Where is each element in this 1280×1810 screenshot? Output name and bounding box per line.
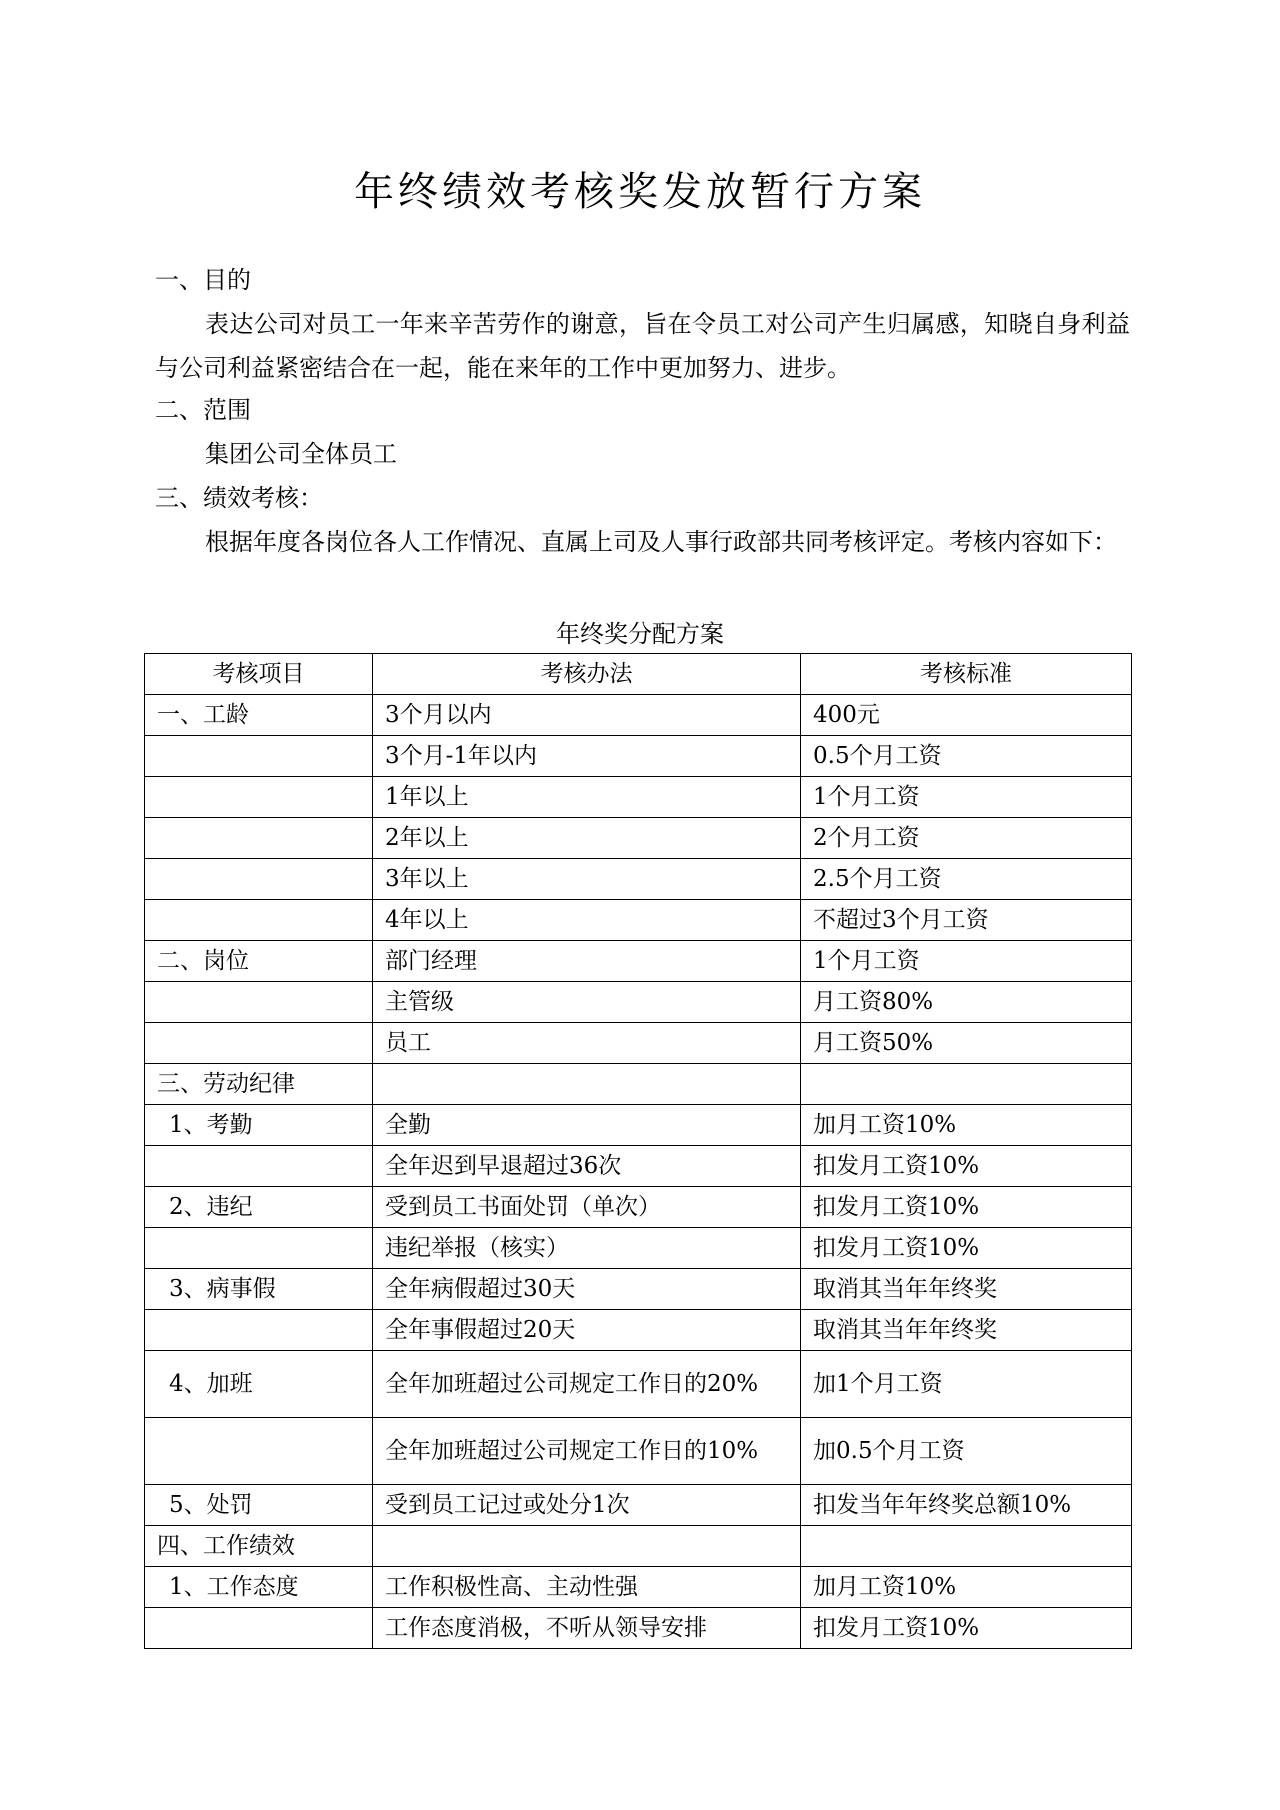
table-row — [145, 1064, 1132, 1105]
cell-method: 全勤 — [373, 1105, 801, 1146]
cell-item — [145, 1418, 373, 1485]
cell-item — [145, 859, 373, 900]
document-title: 年终绩效考核奖发放暂行方案 — [354, 169, 926, 215]
cell-standard: 加0.5个月工资 — [801, 1418, 1132, 1485]
section-2-heading: 二、范围 — [155, 396, 251, 424]
cell-item — [145, 1310, 373, 1351]
cell-item — [145, 736, 373, 777]
cell-standard: 2.5个月工资 — [801, 859, 1132, 900]
header-standard: 考核标准 — [801, 654, 1132, 695]
cell-method: 1年以上 — [373, 777, 801, 818]
cell-standard: 1个月工资 — [801, 941, 1132, 982]
section-1-heading: 一、目的 — [155, 266, 251, 294]
cell-item — [145, 818, 373, 859]
cell-method: 3个月以内 — [373, 695, 801, 736]
cell-standard: 扣发月工资10% — [801, 1228, 1132, 1269]
section-3-text: 根据年度各岗位各人工作情况、直属上司及人事行政部共同考核评定。考核内容如下： — [205, 528, 1117, 556]
cell-item: 3、病事假 — [145, 1269, 373, 1310]
cell-standard: 0.5个月工资 — [801, 736, 1132, 777]
section-2-text: 集团公司全体员工 — [205, 440, 397, 468]
cell-standard: 2个月工资 — [801, 818, 1132, 859]
cell-item: 一、工龄 — [145, 695, 373, 736]
cell-standard — [801, 1064, 1132, 1105]
cell-item — [145, 1023, 373, 1064]
cell-item: 二、岗位 — [145, 941, 373, 982]
cell-standard: 400元 — [801, 695, 1132, 736]
table-row — [145, 1105, 1132, 1146]
cell-method: 部门经理 — [373, 941, 801, 982]
cell-item: 四、工作绩效 — [145, 1526, 373, 1567]
cell-item — [145, 1228, 373, 1269]
cell-standard: 取消其当年年终奖 — [801, 1310, 1132, 1351]
table-row — [145, 859, 1132, 900]
cell-standard: 加月工资10% — [801, 1567, 1132, 1608]
cell-standard — [801, 1526, 1132, 1567]
table-row — [145, 1023, 1132, 1064]
table-row — [145, 1567, 1132, 1608]
cell-method: 工作积极性高、主动性强 — [373, 1567, 801, 1608]
cell-method: 工作态度消极，不听从领导安排 — [373, 1608, 801, 1649]
table-row — [145, 1608, 1132, 1649]
cell-standard: 月工资50% — [801, 1023, 1132, 1064]
table-row — [145, 941, 1132, 982]
table-row — [145, 695, 1132, 736]
cell-method: 受到员工记过或处分1次 — [373, 1485, 801, 1526]
cell-item — [145, 1608, 373, 1649]
cell-item — [145, 900, 373, 941]
cell-method: 主管级 — [373, 982, 801, 1023]
cell-method: 全年事假超过20天 — [373, 1310, 801, 1351]
cell-item: 三、劳动纪律 — [145, 1064, 373, 1105]
cell-method: 2年以上 — [373, 818, 801, 859]
table-row — [145, 1228, 1132, 1269]
cell-method — [373, 1526, 801, 1567]
cell-method: 4年以上 — [373, 900, 801, 941]
table-row — [145, 1526, 1132, 1567]
table-body — [145, 695, 1132, 1649]
cell-method: 员工 — [373, 1023, 801, 1064]
section-3-heading: 三、绩效考核： — [155, 484, 323, 512]
cell-item: 4、加班 — [145, 1351, 373, 1418]
cell-standard: 月工资80% — [801, 982, 1132, 1023]
cell-standard: 扣发当年年终奖总额10% — [801, 1485, 1132, 1526]
cell-standard: 1个月工资 — [801, 777, 1132, 818]
cell-standard: 取消其当年年终奖 — [801, 1269, 1132, 1310]
cell-standard: 扣发月工资10% — [801, 1187, 1132, 1228]
table-row — [145, 1187, 1132, 1228]
header-method: 考核办法 — [373, 654, 801, 695]
table-header-row — [145, 654, 1132, 695]
cell-item: 2、违纪 — [145, 1187, 373, 1228]
cell-method: 违纪举报（核实） — [373, 1228, 801, 1269]
table-row — [145, 982, 1132, 1023]
table-row — [145, 1310, 1132, 1351]
cell-item — [145, 777, 373, 818]
table-row — [145, 736, 1132, 777]
cell-item: 1、工作态度 — [145, 1567, 373, 1608]
cell-standard: 扣发月工资10% — [801, 1608, 1132, 1649]
cell-standard: 加1个月工资 — [801, 1351, 1132, 1418]
cell-method: 全年病假超过30天 — [373, 1269, 801, 1310]
table-row — [145, 1485, 1132, 1526]
table-row — [145, 818, 1132, 859]
cell-standard: 扣发月工资10% — [801, 1146, 1132, 1187]
cell-method: 受到员工书面处罚（单次） — [373, 1187, 801, 1228]
cell-method: 全年加班超过公司规定工作日的20% — [373, 1351, 801, 1418]
cell-item: 5、处罚 — [145, 1485, 373, 1526]
table-caption: 年终奖分配方案 — [556, 620, 724, 648]
cell-item — [145, 1146, 373, 1187]
header-item: 考核项目 — [145, 654, 373, 695]
cell-item: 1、考勤 — [145, 1105, 373, 1146]
cell-method: 全年迟到早退超过36次 — [373, 1146, 801, 1187]
table-row — [145, 1146, 1132, 1187]
cell-standard: 加月工资10% — [801, 1105, 1132, 1146]
section-1-text: 表达公司对员工一年来辛苦劳作的谢意，旨在令员工对公司产生归属感，知晓自身利益与公司利益紧密结合在一起，能在来年的工作中更加努力、进步。 — [155, 310, 1130, 382]
table-row — [145, 900, 1132, 941]
cell-method: 3年以上 — [373, 859, 801, 900]
table-row — [145, 1269, 1132, 1310]
cell-method: 全年加班超过公司规定工作日的10% — [373, 1418, 801, 1485]
cell-method: 3个月-1年以内 — [373, 736, 801, 777]
table-row — [145, 1351, 1132, 1418]
table-row — [145, 1418, 1132, 1485]
cell-method — [373, 1064, 801, 1105]
cell-item — [145, 982, 373, 1023]
table-row — [145, 777, 1132, 818]
bonus-table — [144, 653, 1132, 1649]
cell-standard: 不超过3个月工资 — [801, 900, 1132, 941]
